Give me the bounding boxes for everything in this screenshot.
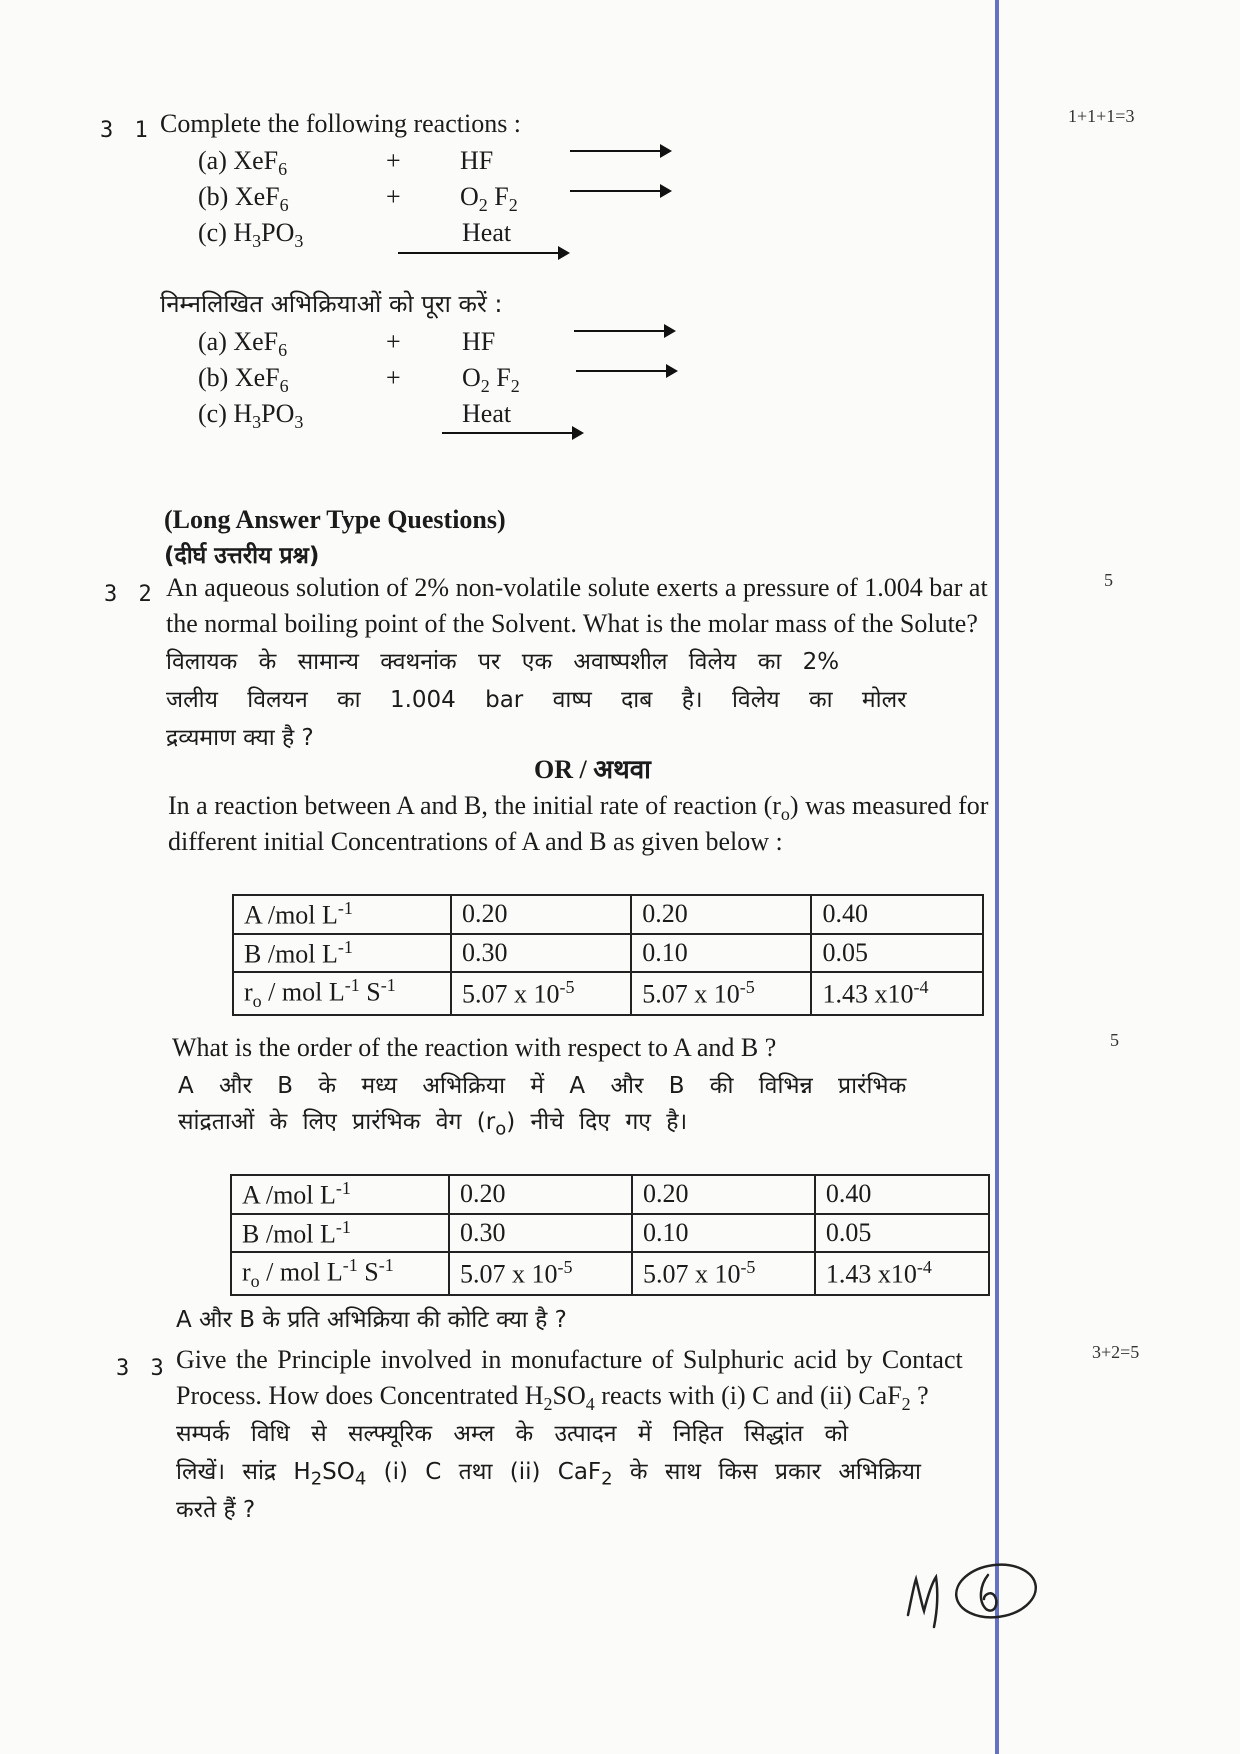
question-32-hi-1: विलायक के सामान्य क्वथनांक पर एक अवाष्पशील विलेय का 2% (166, 649, 840, 675)
margin-line (995, 0, 999, 1754)
table-cell: 5.07 x $10^{-5}$ (632, 1252, 815, 1295)
reaction-c-hi-arrow (442, 432, 582, 434)
table-cell: 0.30 (451, 934, 631, 973)
rate-table-en (232, 894, 984, 1016)
question-33-hi-1: सम्पर्क विधि से सल्फ्यूरिक अम्ल के उत्पादन में निहित सिद्धांत को (176, 1421, 849, 1447)
table-row (233, 934, 983, 973)
question-32-ask-hi: A और B के प्रति अभिक्रिया की कोटि क्या है ? (176, 1307, 567, 1333)
reaction-a-hi: (a) XeF$_6$ (198, 327, 288, 361)
question-31-number: 3 1 (100, 118, 152, 143)
table-cell: $r_o$ / mol $L^{-1}$ $S^{-1}$ (231, 1252, 449, 1295)
question-31-marks: 1+1+1=3 (1068, 106, 1135, 126)
section-title-en: (Long Answer Type Questions) (164, 505, 506, 534)
table-cell: 0.20 (631, 895, 811, 934)
question-32-en-2: the normal boiling point of the Solvent. What is the molar mass of the Solute? (166, 609, 978, 638)
question-33-hi-3: करते हैं ? (176, 1497, 256, 1523)
table-cell: 0.40 (815, 1175, 989, 1214)
section-title-hi: (दीर्घ उत्तरीय प्रश्न) (164, 543, 320, 569)
table-cell: 1.43 $x10^{-4}$ (811, 972, 983, 1015)
reaction-c-arrow (398, 252, 568, 254)
question-32-hi-2: जलीय विलयन का 1.004 bar वाष्प दाब है। विलेय का मोलर (166, 687, 907, 713)
table-row (231, 1214, 989, 1253)
table-cell: B /mol $L^{-1}$ (231, 1214, 449, 1253)
rate-table-hi (230, 1174, 990, 1296)
table-cell: 0.10 (632, 1214, 815, 1253)
question-33-en-1: Give the Principle involved in monufacture of Sulphuric acid by Contact (176, 1345, 963, 1374)
table-cell: 0.30 (449, 1214, 632, 1253)
reaction-b-plus: + (386, 182, 401, 211)
reaction-b-hi: (b) XeF$_6$ (198, 363, 289, 397)
reaction-b: (b) XeF$_6$ (198, 182, 289, 216)
table-cell: 0.20 (451, 895, 631, 934)
question-33-number: 3 3 (116, 1356, 168, 1381)
or-divider: OR / अथवा (534, 755, 651, 784)
question-32-ask-en: What is the order of the reaction with respect to A and B ? (172, 1033, 777, 1062)
table-cell: A /mol $L^{-1}$ (231, 1175, 449, 1214)
question-32-alt-hi-1: A और B के मध्य अभिक्रिया में A और B की विभिन्न प्रारंभिक (178, 1073, 907, 1099)
reaction-b-hi-arrow (576, 370, 676, 372)
question-32-number: 3 2 (104, 582, 156, 607)
table-row (233, 972, 983, 1015)
table-cell: 0.05 (811, 934, 983, 973)
reaction-a-arrow (570, 150, 670, 152)
question-33-marks: 3+2=5 (1092, 1342, 1140, 1362)
reaction-a-reagent: HF (460, 146, 494, 175)
reaction-a-hi-plus: + (386, 327, 401, 356)
table-cell: 0.05 (815, 1214, 989, 1253)
handwritten-mark (900, 1555, 1040, 1635)
reaction-b-hi-reagent: $O_2$ $F_2$ (462, 363, 520, 397)
reaction-c-hi-heat: Heat (462, 399, 512, 428)
table-cell: B /mol $L^{-1}$ (233, 934, 451, 973)
reaction-b-reagent: $O_2$ $F_2$ (460, 182, 518, 216)
table-cell: A /mol $L^{-1}$ (233, 895, 451, 934)
table-row (231, 1252, 989, 1295)
reaction-b-arrow (570, 190, 670, 192)
reaction-a-hi-arrow (574, 330, 674, 332)
table-cell: 5.07 x $10^{-5}$ (449, 1252, 632, 1295)
table-cell: 1.43 $x10^{-4}$ (815, 1252, 989, 1295)
question-31-prompt-hi: निम्नलिखित अभिक्रियाओं को पूरा करें : (160, 290, 503, 318)
question-32-alt-en-2: different initial Concentrations of A and B as given below : (168, 827, 783, 856)
table-cell: 5.07 x $10^{-5}$ (631, 972, 811, 1015)
table-row (233, 895, 983, 934)
question-32-alt-hi-2: सांद्रताओं के लिए प्रारंभिक वेग $(r_o)$ नीचे दिए गए है। (178, 1109, 688, 1140)
reaction-b-hi-plus: + (386, 363, 401, 392)
reaction-a: (a) XeF$_6$ (198, 146, 288, 180)
table-cell: 5.07 x $10^{-5}$ (451, 972, 631, 1015)
question-33-hi-2: लिखें। सांद्र $H_2SO_4$ (i) C तथा (ii) CaF$_2$ के साथ किस प्रकार अभिक्रिया (176, 1459, 921, 1490)
question-32-marks: 5 (1104, 570, 1113, 590)
reaction-c-hi: (c) $H_3PO_3$ (198, 399, 304, 433)
question-31-prompt-en: Complete the following reactions : (160, 109, 522, 138)
reaction-c: (c) $H_3PO_3$ (198, 218, 304, 252)
question-32-alt-marks: 5 (1110, 1030, 1119, 1050)
question-32-hi-3: द्रव्यमाण क्या है ? (166, 725, 314, 751)
reaction-c-heat: Heat (462, 218, 512, 247)
handwritten-mark-text (0, 0, 1, 1)
table-cell: 0.20 (632, 1175, 815, 1214)
table-cell: $r_o$ / mol $L^{-1}$ $S^{-1}$ (233, 972, 451, 1015)
question-32-en-1: An aqueous solution of 2% non-volatile solute exerts a pressure of 1.004 bar at (166, 573, 988, 602)
reaction-a-hi-reagent: HF (462, 327, 496, 356)
question-33-en-2: Process. How does Concentrated $H_2SO_4$ reacts with (i) C and (ii) CaF$_2$ ? (176, 1381, 929, 1415)
reaction-a-plus: + (386, 146, 401, 175)
question-32-alt-en-1: In a reaction between A and B, the initial rate of reaction $(r_o)$ was measured for (168, 791, 989, 825)
table-cell: 0.10 (631, 934, 811, 973)
table-row (231, 1175, 989, 1214)
table-cell: 0.20 (449, 1175, 632, 1214)
table-cell: 0.40 (811, 895, 983, 934)
